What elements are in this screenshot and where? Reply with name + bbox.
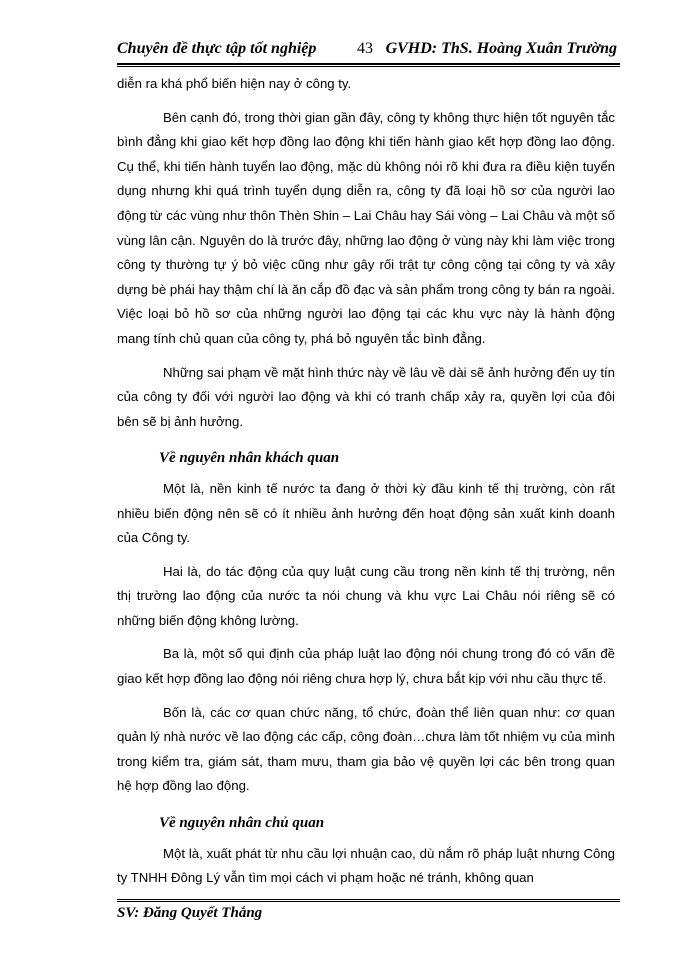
footer-divider [117, 899, 620, 902]
section-heading: Về nguyên nhân khách quan [159, 450, 340, 467]
paragraph: diễn ra khá phổ biến hiện nay ở công ty. [117, 76, 352, 91]
footer-student: SV: Đăng Quyết Thắng [117, 905, 263, 921]
page-header [117, 38, 617, 62]
paragraph: Một là, nền kinh tế nước ta đang ở thời kỳ đầu kinh tế thị trường, còn rất nhiều biến động nên sẽ có ít nhiều ảnh hưởng đến hoạt động sản xuất kinh doanh của Công ty. [117, 480, 615, 546]
paragraph: Ba là, một số qui định của pháp luật lao động nói chung trong đó có vấn đề giao kết hợp đồng lao động nói riêng chưa hợp lý, chưa bắt kịp với nhu cầu thực tế. [117, 646, 615, 687]
paragraph: Một là, xuất phát từ nhu cầu lợi nhuận cao, dù nắm rõ pháp luật nhưng Công ty TNHH Đông Lý vẫn tìm mọi cách vi phạm hoặc né tránh, không quan [117, 845, 615, 886]
header-title: Chuyên đề thực tập tốt nghiệp [117, 40, 317, 57]
header-advisor: GVHD: ThS. Hoàng Xuân Trường [385, 40, 617, 57]
paragraph: Hai là, do tác động của quy luật cung cầu trong nền kinh tế thị trường, nên thị trường lao động của nước ta nói chung và khu vực Lai Châu nói riêng sẽ có những biến động không lường. [117, 563, 615, 628]
section-heading: Về nguyên nhân chủ quan [159, 815, 325, 832]
page-number: 43 [357, 40, 373, 57]
paragraph: Bốn là, các cơ quan chức năng, tổ chức, đoàn thể liên quan như: cơ quan quản lý nhà nước về lao động các cấp, công đoàn…chưa làm tốt nhiệm vụ của mình trong kiểm tra, giám sát, tham mưu, tham gia bảo vệ quyền lợi các bên trong quan hệ hợp đồng lao động. [117, 704, 615, 794]
document-body [117, 72, 615, 891]
paragraph: Những sai phạm về mặt hình thức này về lâu về dài sẽ ảnh hưởng đến uy tín của công ty đối với người lao động và khi có tranh chấp xảy ra, quyền lợi của đôi bên sẽ bị ảnh hưởng. [117, 364, 615, 429]
header-divider [117, 63, 620, 67]
paragraph: Bên cạnh đó, trong thời gian gần đây, công ty không thực hiện tốt nguyên tắc bình đẳng khi giao kết hợp đồng lao động khi tiến hành giao kết hợp đồng lao động. Cụ thể, khi tiến hành tuyển lao động, mặc dù không nói rõ khi đưa ra điều kiện tuyển dụng nhưng khi quá trình tuyển dụng diễn ra, công ty đã loại hồ sơ của người lao động từ các vùng như thôn Thèn Shin – Lai Châu hay Sái vòng – Lai Châu và một số vùng lân cận. Nguyên do là trước đây, những lao động ở vùng này khi làm việc trong công ty thường tự ý bỏ việc cũng như gây rối trật tự công cộng tại công ty và xây dựng bè phái hay thậm chí là ăn cắp đồ đạc và sản phẩm trong công ty bán ra ngoài. Việc loại bỏ hồ sơ của những người lao động tại các khu vực này là hành động mang tính chủ quan của công ty, phá bỏ nguyên tắc bình đẳng. [117, 109, 615, 346]
